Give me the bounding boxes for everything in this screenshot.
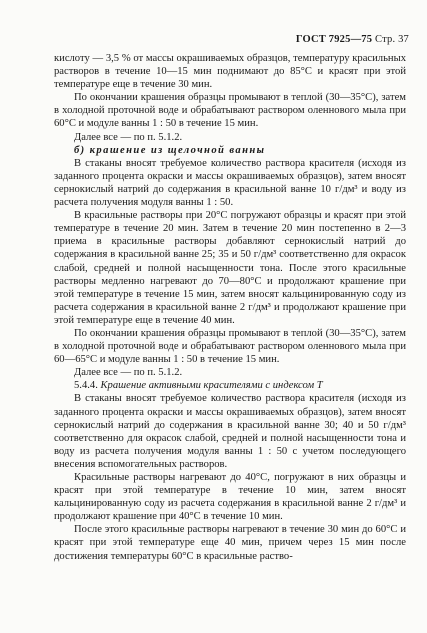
paragraph-8: В стаканы вносят требуемое количество раствора красителя (исходя из заданного процента окраски и массы окрашиваемых образцов), затем вносят сернокислый натрий до содержания в красильной ванне 30; 40 и 50 г/дм³ соответственно для окрасок слабой, средней и полной насыщенности тона и воду из расчета получения модуля ванны 1 : 50 с учетом последующего внесения вспомогательных растворов.	[54, 393, 406, 470]
paragraph-3: Далее все — по п. 5.1.2.	[74, 131, 183, 143]
paragraph-1: кислоту — 3,5 % от массы окрашиваемых образцов, температуру красильных растворов в течение 10—15 мин поднимают до 85°С и красят при этой температуре еще в течение 30 мин.	[54, 53, 406, 91]
subsection-number: 5.4.4.	[74, 380, 98, 392]
paragraph-6: По окончании крашения образцы промывают в теплой (30—35°С), затем в холодной проточной воде и обрабатывают раствором оленнового мыла при 60—65°С и модуле ванны 1 : 50 в течение 15 мин.	[54, 327, 406, 366]
paragraph-9: Красильные растворы нагревают до 40°С, погружают в них образцы и красят при этой температуре в течение 10 мин, затем вносят кальцинированную соду из расчета содержания в красильной ванне 2 г/дм³ и продолжают крашение при 40°С в течение 10 мин.	[54, 472, 406, 523]
subsection-title: Крашение активными красителями с индексом Т	[100, 380, 323, 392]
page-header	[296, 34, 409, 45]
paragraph-5: В красильные растворы при 20°С погружают образцы и красят при этой температуре в течение 20 мин. Затем в течение 20 мин постепенно в 2—3 приема в красильные растворы добавляют сернокислый натрий до содержания в красильной ванне 25; 35 и 50 г/дм³ соответственно для окрасок слабой, средней и полной насыщенности тона. После этого красильные растворы медленно нагревают до 70—80°С и продолжают крашение при этой температуре в течение 15 мин, затем вносят кальцинированную соду из расчета содержания в красильной ванне 2 г/дм³ и продолжают крашение при этой температуре еще в течение 40 мин.	[54, 210, 406, 326]
document-body	[54, 52, 406, 563]
paragraph-4: В стаканы вносят требуемое количество раствора красителя (исходя из заданного процента окраски и массы окрашиваемых образцов), затем вносят сернокислый натрий до содержания в красильной ванне 10 г/дм³ и воду из расчета получения модуля ванны 1 : 50.	[54, 157, 406, 209]
standard-number: ГОСТ 7925—75	[295, 34, 373, 45]
paragraph-2: По окончании крашения образцы промывают в теплой (30—35°С), затем в холодной проточной воде и обрабатывают раствором оленнового мыла при 60°С и модуле ванны 1 : 50 в течение 15 мин.	[54, 92, 406, 130]
paragraph-7: Далее все — по п. 5.1.2.	[74, 367, 183, 379]
subsection-heading-5-4-4	[54, 379, 406, 392]
section-heading-alkaline-bath: б) крашение из щелочной ванны	[74, 144, 266, 156]
paragraph-10: После этого красильные растворы нагревают в течение 30 мин до 60°С и красят при этой температуре еще 40 мин, причем через 15 мин после достижения температуры 60°С в красильные раство-	[54, 524, 406, 562]
page-number: Стр. 37	[375, 34, 409, 45]
